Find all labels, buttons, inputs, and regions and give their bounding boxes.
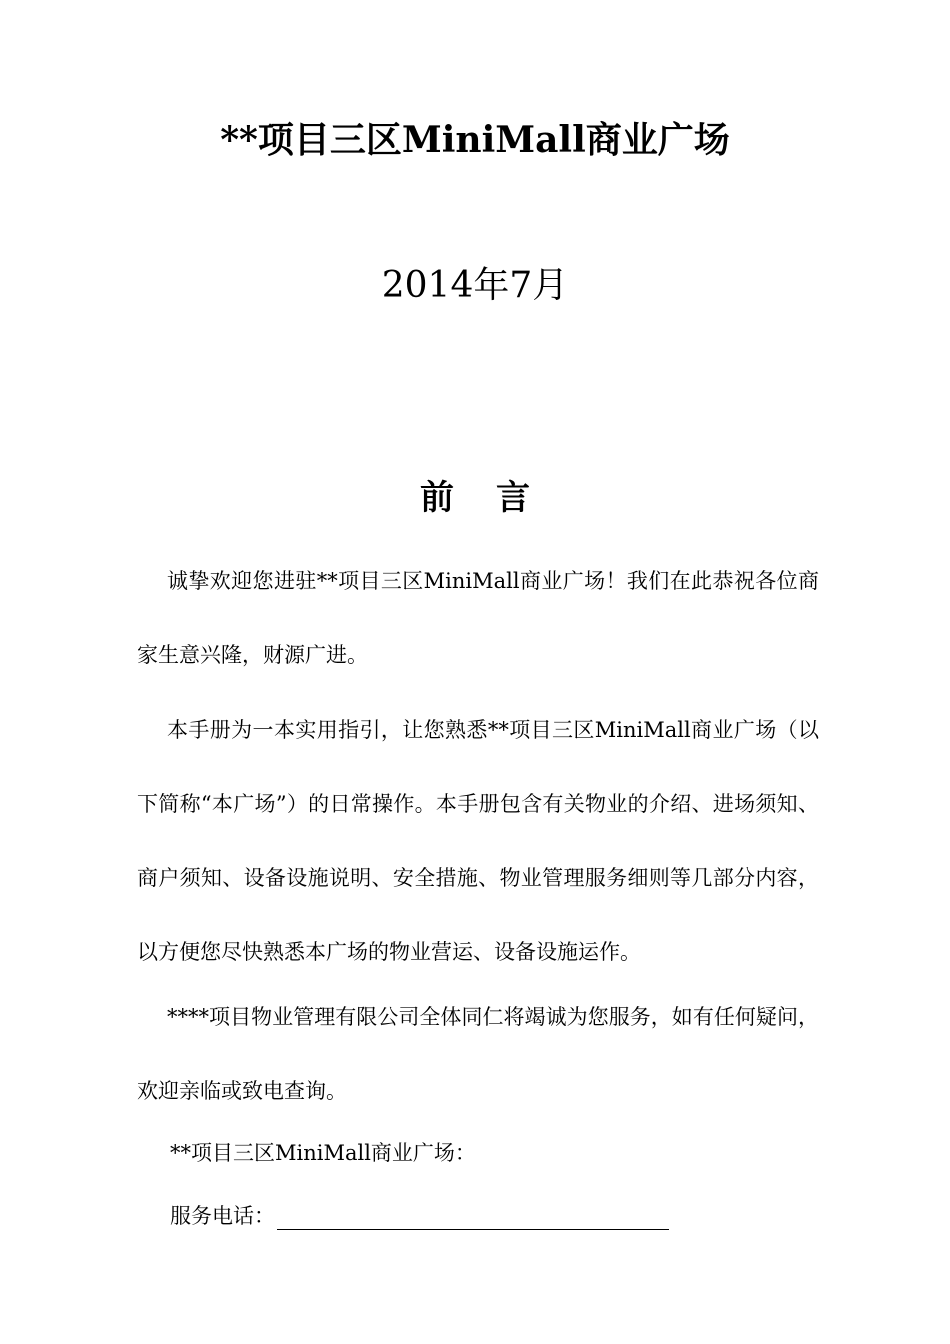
service-phone-line bbox=[170, 1196, 669, 1236]
service-phone-label: 服务电话： bbox=[170, 1204, 275, 1228]
document-date: 2014年7月 bbox=[381, 265, 569, 306]
contact-name: **项目三区MiniMall商业广场： bbox=[170, 1141, 476, 1165]
service-phone-blank bbox=[277, 1201, 669, 1230]
preface-paragraph-service: ****项目物业管理有限公司全体同仁将竭诚为您服务，如有任何疑问，欢迎亲临或致电查询。 bbox=[137, 1005, 819, 1103]
preface-paragraph-welcome: 诚挚欢迎您进驻**项目三区MiniMall商业广场！我们在此恭祝各位商家生意兴隆，财源广进。 bbox=[137, 569, 819, 667]
document-title: **项目三区MiniMall商业广场 bbox=[220, 119, 730, 161]
preface-heading: 前言 bbox=[420, 478, 572, 518]
preface-paragraph-handbook: 本手册为一本实用指引，让您熟悉**项目三区MiniMall商业广场（以下简称“本广场”）的日常操作。本手册包含有关物业的介绍、进场须知、商户须知、设备设施说明、安全措施、物业管理服务细则等几部分内容，以方便您尽快熟悉本广场的物业营运、设备设施运作。 bbox=[137, 718, 819, 964]
